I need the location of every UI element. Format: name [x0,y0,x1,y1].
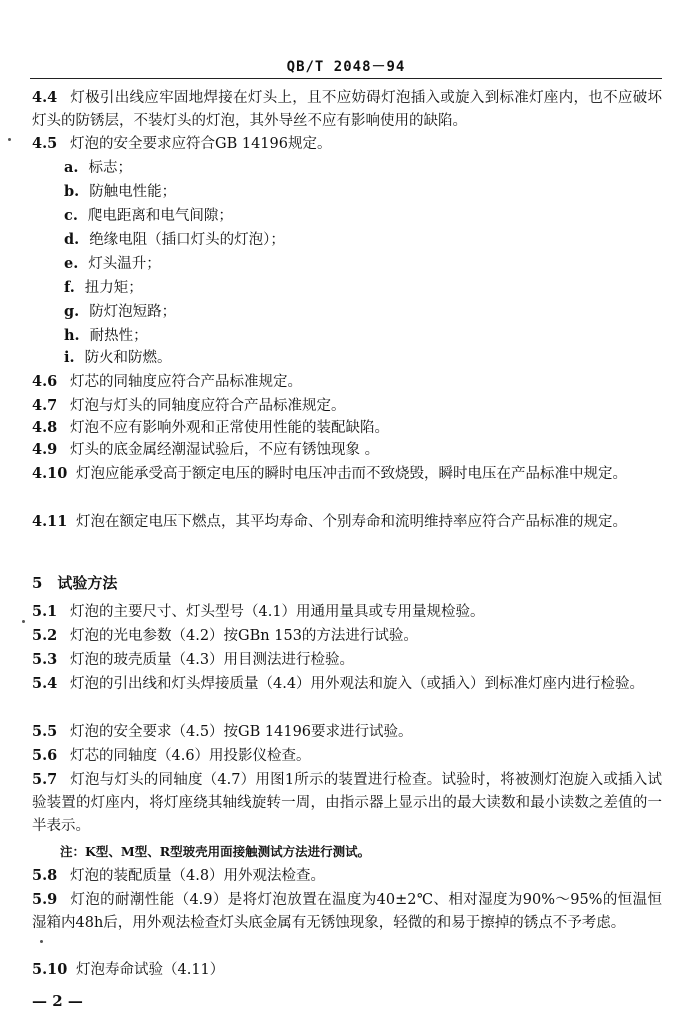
clause-number: 5.1 [32,603,58,620]
clause-text: 灯泡应能承受高于额定电压的瞬时电压冲击而不致烧毁，瞬时电压在产品标准中规定。 [76,466,627,482]
list-item [64,324,148,348]
clause-text: 灯泡的引出线和灯头焊接质量（4.4）用外观法和旋入（或插入）到标准灯座内进行检验。 [70,676,645,692]
clause-text: 灯泡的安全要求应符合GB 14196规定。 [70,136,332,152]
clause-text: 灯泡在额定电压下燃点，其平均寿命、个别寿命和流明维持率应符合产品标准的规定。 [76,514,627,530]
item-text: 绝缘电阻（插口灯头的灯泡）； [89,232,285,248]
clause-number: 4.4 [32,89,58,106]
list-item [64,276,143,300]
item-letter: b. [64,183,80,200]
list-item [64,204,233,228]
clause-text: 灯泡与灯头的同轴度应符合产品标准规定。 [70,398,346,414]
list-item [64,180,176,204]
clause-4-11 [32,510,662,534]
clause-number: 5.3 [32,651,58,668]
note: 注：K型、M型、R型玻壳用面接触测试方法进行测试。 [60,844,371,859]
clause-number: 4.6 [32,373,58,390]
clause-number: 5.6 [32,747,58,764]
clause-5-10 [32,958,662,982]
page-number: — 2 — [32,992,83,1010]
clause-number: 5.8 [32,867,58,884]
clause-5-4 [32,672,662,696]
clause-text: 灯泡不应有影响外观和正常使用性能的装配缺陷。 [70,420,389,436]
clause-text: 灯泡的光电参数（4.2）按GBn 153的方法进行试验。 [70,628,418,644]
clause-text: 灯泡的玻壳质量（4.3）用目测法进行检验。 [70,652,355,668]
scan-speck [8,138,11,141]
clause-text: 灯泡的装配质量（4.8）用外观法检查。 [70,868,326,884]
item-text: 爬电距离和电气间隙； [87,208,233,224]
clause-5-6 [32,744,662,768]
standard-header: QB/T 2048－94 [286,59,406,75]
item-text: 耐热性； [89,328,148,344]
clause-text: 灯泡的安全要求（4.5）按GB 14196要求进行试验。 [70,724,413,740]
clause-number: 5.7 [32,771,58,788]
clause-text: 灯极引出线应牢固地焊接在灯头上，且不应妨碍灯泡插入或旋入到标准灯座内，也不应破坏灯头的防锈层，不装灯头的灯泡，其外导丝不应有影响使用的缺陷。 [32,90,662,129]
clause-text: 灯芯的同轴度应符合产品标准规定。 [70,374,302,390]
clause-4-7 [32,394,662,418]
clause-number: 5.5 [32,723,58,740]
item-letter: h. [64,327,80,344]
clause-number: 4.7 [32,397,58,414]
clause-number: 4.10 [32,465,68,482]
list-item [64,228,285,252]
item-letter: i. [64,349,75,366]
list-item [64,252,161,276]
clause-text: 灯泡的耐潮性能（4.9）是将灯泡放置在温度为40±2℃、相对湿度为90%～95%的恒温恒湿箱内48h后，用外观法检查灯头底金属有无锈蚀现象，轻微的和易于擦掉的锈点不予考虑。 [32,892,662,931]
clause-4-5 [32,132,662,156]
list-item [64,300,176,324]
item-letter: e. [64,255,79,272]
section-heading: 5 试验方法 [32,574,118,592]
item-text: 标志； [88,160,132,176]
item-text: 防火和防燃。 [84,350,172,366]
item-letter: f. [64,279,75,296]
clause-4-10 [32,462,662,486]
item-letter: d. [64,231,80,248]
scan-speck [40,940,43,943]
item-text: 扭力矩； [84,280,143,296]
clause-number: 4.5 [32,135,58,152]
clause-number: 5.2 [32,627,58,644]
item-text: 防触电性能； [89,184,177,200]
clause-4-6 [32,370,662,394]
clause-text: 灯泡与灯头的同轴度（4.7）用图1所示的装置进行检查。试验时，将被测灯泡旋入或插入试验装置的灯座内，将灯座绕其轴线旋转一周，由指示器上显示出的最大读数和最小读数之差值的一半表示。 [32,772,662,834]
clause-4-8 [32,416,662,440]
clause-5-3 [32,648,662,672]
clause-4-9 [32,438,662,462]
clause-text: 灯泡的主要尺寸、灯头型号（4.1）用通用量具或专用量规检验。 [70,604,485,620]
clause-number: 5.4 [32,675,58,692]
clause-text: 灯泡寿命试验（4.11） [76,962,225,978]
scan-speck [22,620,25,623]
clause-5-2 [32,624,662,648]
clause-number: 5.10 [32,961,68,978]
item-text: 灯头温升； [88,256,161,272]
clause-5-5 [32,720,662,744]
clause-5-9 [32,888,662,935]
clause-4-4 [32,86,662,133]
clause-5-8 [32,864,662,888]
item-letter: g. [64,303,80,320]
list-item [64,346,172,370]
item-letter: a. [64,159,79,176]
clause-text: 灯头的底金属经潮湿试验后，不应有锈蚀现象 。 [70,442,380,458]
clause-number: 4.11 [32,513,68,530]
clause-number: 5.9 [32,891,58,908]
list-item [64,156,132,180]
item-letter: c. [64,207,78,224]
clause-number: 4.8 [32,419,58,436]
clause-text: 灯芯的同轴度（4.6）用投影仪检查。 [70,748,311,764]
clause-5-1 [32,600,662,624]
header-rule [30,78,662,79]
clause-5-7 [32,768,662,838]
clause-number: 4.9 [32,441,58,458]
item-text: 防灯泡短路； [89,304,177,320]
